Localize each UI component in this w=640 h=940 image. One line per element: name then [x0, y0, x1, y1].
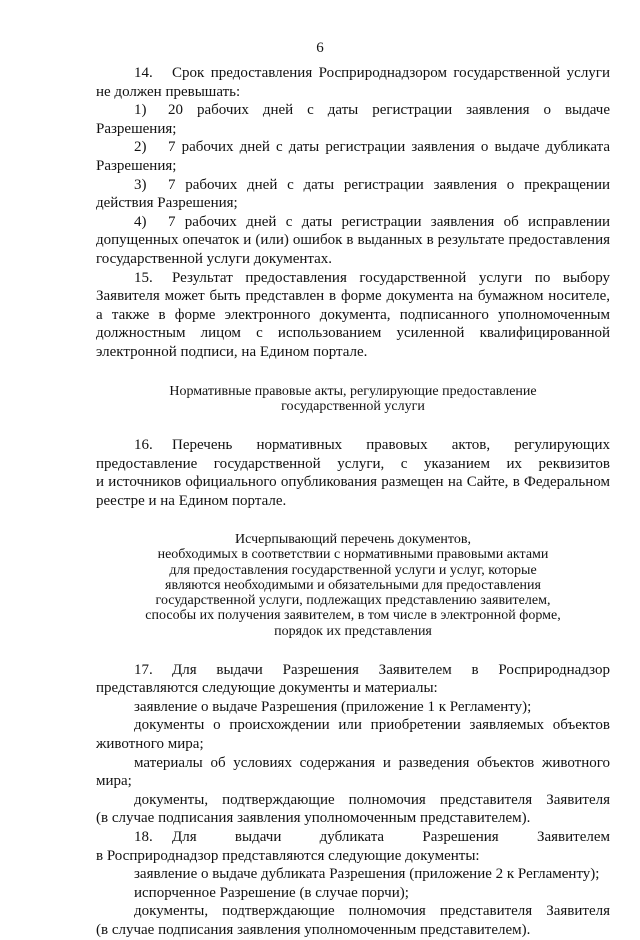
- item-14-subitems: 1) 20 рабочих дней с даты регистрации заявления о выдаче Разрешения; 2) 7 рабочих дней с даты регистрации заявления о выдаче дубликата Разрешения; 3) 7 рабочих дней с даты регистрации заявления о прекращении действия Разрешения; 4) 7 рабочих дней с даты регистрации заявления об исправлении допущенных опечаток и (или) ошибок в выданных в результате предоставления государственной услуги документах.: [96, 102, 610, 267]
- item-15: 15. Результат предоставления государственной услуги по выбору Заявителя может быть представлен в форме документа на бумажном носителе, а также в форме электронного документа, подписанного уполномоченным должностным лицом с использованием усиленной квалифицированной электронной подписи, на Едином портале.: [96, 269, 610, 360]
- item-number: 17.: [134, 661, 153, 678]
- subitem: 3) 7 рабочих дней с даты регистрации заявления о прекращении: [134, 176, 610, 193]
- subitem: 2) 7 рабочих дней с даты регистрации заявления о выдаче дубликата: [134, 139, 610, 156]
- item-16: 16. Перечень нормативных правовых актов, регулирующих предоставление государственной услуги, с указанием их реквизитов и источников официального опубликования размещен на Сайте, в Федеральном реестре и на Едином портале.: [96, 436, 610, 509]
- document-entry: документы, подтверждающие полномочия представителя Заявителя: [134, 903, 610, 920]
- page-number: 6: [316, 40, 324, 56]
- item-14: 14. Срок предоставления Росприроднадзором государственной услуги не должен превышать: 1) 20 рабочих дней с даты регистрации заявления о выдаче Разрешения; 2) 7 рабочих дней с даты регистрации заявления о выдаче дубликата Разрешения; 3) 7 рабочих дней с даты регистрации заявления о прекращении действия Разрешения; 4) 7 рабочих дней с даты регистрации заявления об исправлении допущенных опечаток и (или) ошибок в выданных в результате предоставления государственной услуги документах.: [96, 65, 610, 267]
- item-number: 16.: [134, 436, 153, 453]
- document-entry: документы, подтверждающие полномочия представителя Заявителя: [134, 791, 610, 808]
- document-entry: заявление о выдаче Разрешения (приложение 1 к Регламенту);: [134, 698, 532, 715]
- subitem: 1) 20 рабочих дней с даты регистрации заявления о выдаче Разрешения;: [96, 102, 610, 137]
- item-number: 15.: [134, 269, 153, 286]
- section-heading-legal-acts: Нормативные правовые акты, регулирующие предоставление государственной услуги: [169, 383, 537, 414]
- item-18: 18. Для выдачи дубликата Разрешения Заявителем в Росприроднадзор представляются следующие документы: заявление о выдаче дубликата Разрешения (приложение 2 к Регламенту); испорченное Разрешение (в случае порчи); документы, подтверждающие полномочия представителя Заявителя (в случае подписания заявления уполномоченным представителем).: [96, 829, 610, 939]
- section-heading-documents: Исчерпывающий перечень документов, необходимых в соответствии с нормативными правовыми актами для предоставления государственной услуги и услуг, которые являются необходимыми и обязательными для предоставления государственной услуги, подлежащих представлению заявителем, способы их получения заявителем, в том числе в электронной форме, порядок их представления: [145, 532, 561, 639]
- document-body: [96, 64, 610, 940]
- item-17: 17. Для выдачи Разрешения Заявителем в Росприроднадзор представляются следующие документы и материалы: заявление о выдаче Разрешения (приложение 1 к Регламенту); документы о происхождении или приобретении заявляемых объектов животного мира; материалы об условиях содержания и разведения объектов животного мира; документы, подтверждающие полномочия представителя Заявителя (в случае подписания заявления уполномоченным представителем).: [96, 661, 610, 827]
- document-entry: заявление о выдаче дубликата Разрешения (приложение 2 к Регламенту);: [134, 866, 600, 883]
- document-entry: документы о происхождении или приобретении заявляемых объектов: [134, 717, 610, 734]
- subitem: 4) 7 рабочих дней с даты регистрации заявления об исправлении: [134, 213, 610, 230]
- item-number: 14.: [134, 65, 153, 81]
- item-number: 18.: [134, 829, 153, 846]
- document-entry: материалы об условиях содержания и разведения объектов животного: [134, 754, 610, 771]
- document-entry: испорченное Разрешение (в случае порчи);: [134, 884, 409, 901]
